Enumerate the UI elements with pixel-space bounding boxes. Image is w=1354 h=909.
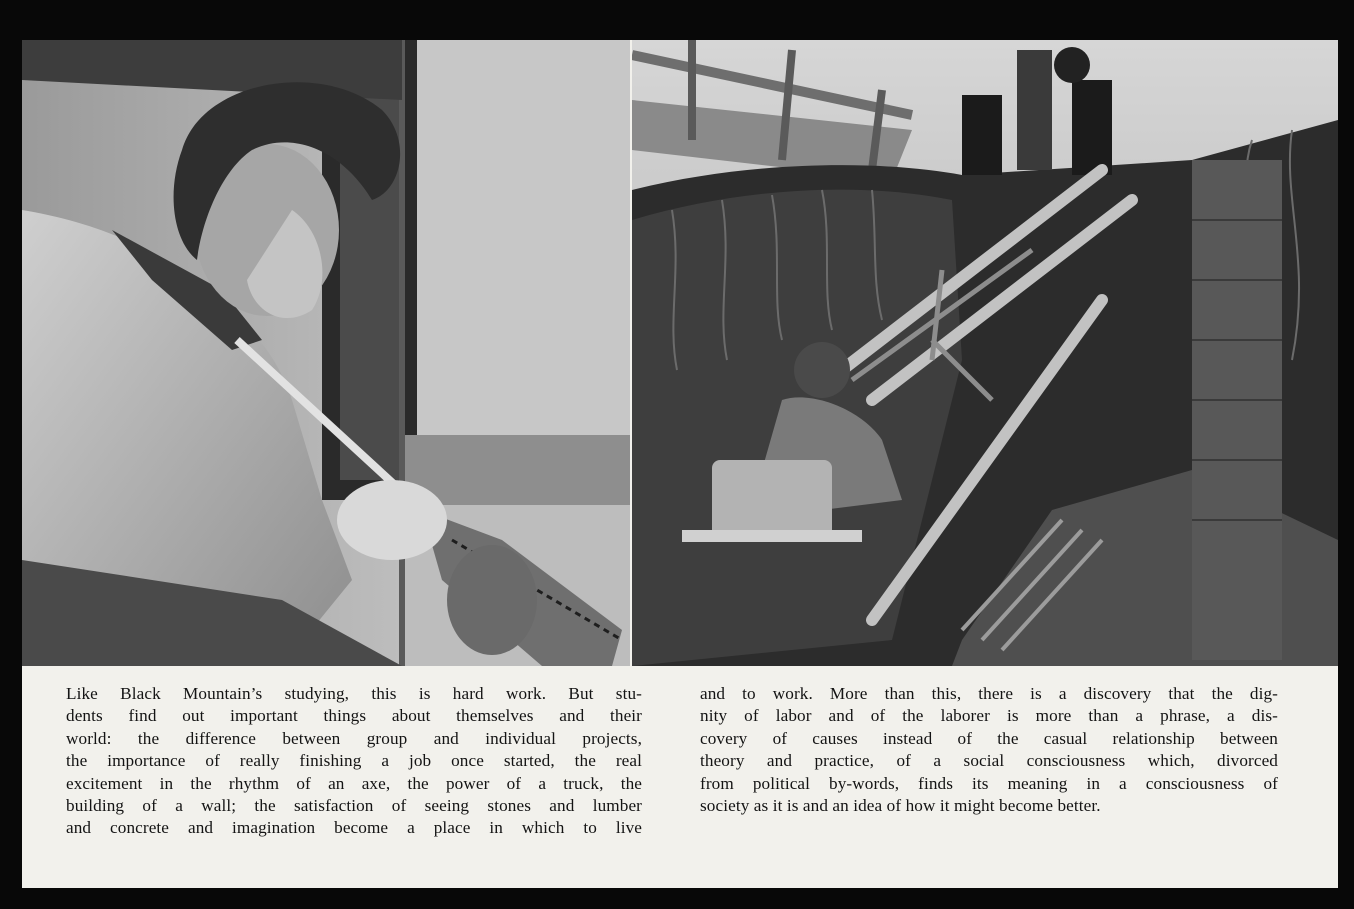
caption-line: covery of causes instead of the casual relationship between <box>700 728 1278 748</box>
caption-line: world: the difference between group and individual projects, <box>66 728 642 748</box>
photo-man-operating-crane <box>632 40 1338 666</box>
caption-line: and to work. More than this, there is a discovery that the dig- <box>700 684 1278 703</box>
caption-line: theory and practice, of a social consciousness which, divorced <box>700 751 1278 771</box>
caption-line: excitement in the rhythm of an axe, the power of a truck, the <box>66 773 642 793</box>
caption-right-column <box>700 683 1278 817</box>
caption-line: building of a wall; the satisfaction of seeing stones and lumber <box>66 796 642 816</box>
caption-line: the importance of really finishing a job once started, the real <box>66 751 642 771</box>
caption-line: and concrete and imagination become a place in which to live <box>66 818 642 838</box>
photo-man-operating-crane-image <box>632 40 1338 666</box>
caption-left-column <box>66 683 642 840</box>
photo-woman-sawing <box>22 40 630 666</box>
photo-woman-sawing-image <box>22 40 630 666</box>
caption-line: from political by-words, finds its meaning in a consciousness of <box>700 773 1278 793</box>
caption-line: society as it is and an idea of how it might become better. <box>700 796 1101 816</box>
page <box>22 40 1338 888</box>
caption-line: nity of labor and of the laborer is more than a phrase, a dis- <box>700 706 1278 726</box>
caption-line: Like Black Mountain’s studying, this is hard work. But stu- <box>66 684 642 703</box>
caption-line: dents find out important things about themselves and their <box>66 706 642 726</box>
